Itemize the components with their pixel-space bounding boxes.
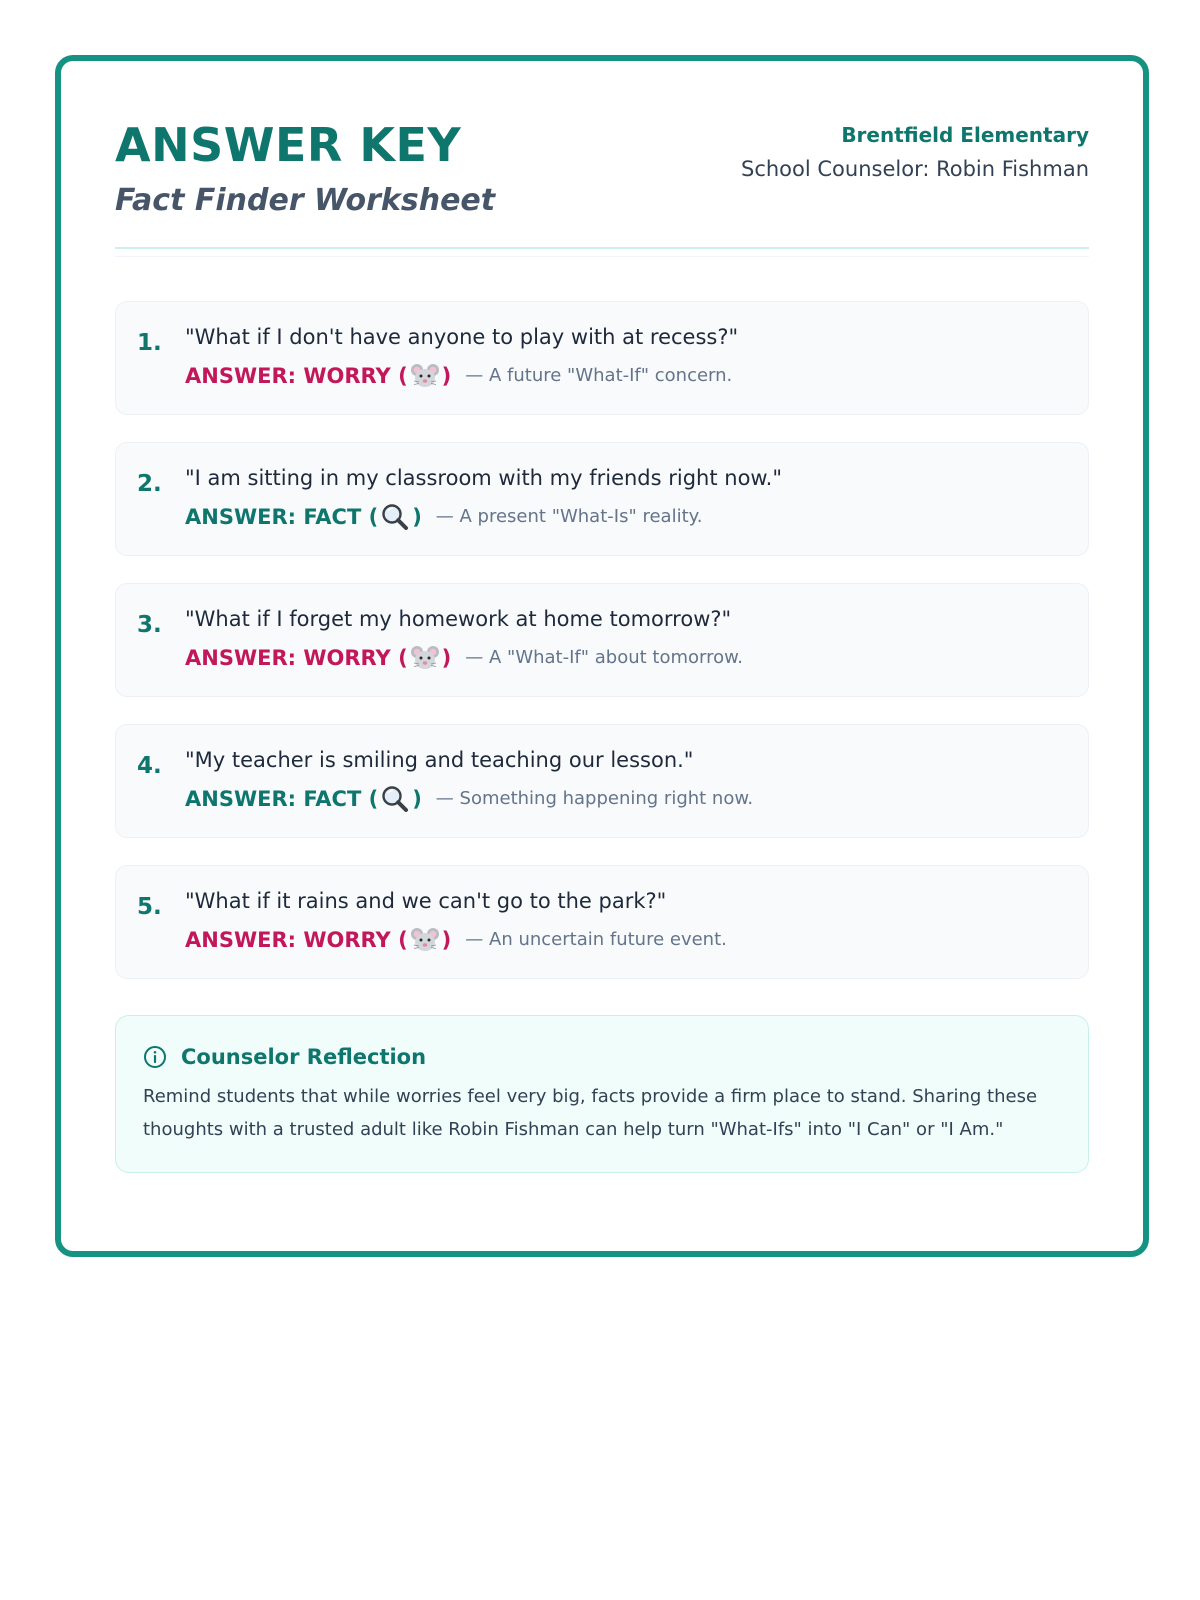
answer-prefix: ANSWER: WORRY ( xyxy=(185,928,408,952)
answer-label xyxy=(185,643,451,673)
school-name: Brentfield Elementary xyxy=(841,123,1089,147)
answer-prefix: ANSWER: FACT ( xyxy=(185,787,379,811)
answer-prefix: ANSWER: FACT ( xyxy=(185,505,379,529)
question-number: 5. xyxy=(137,894,162,920)
magnifying-glass-icon xyxy=(380,784,410,814)
header-divider xyxy=(115,247,1089,249)
question-text: "What if it rains and we can't go to the park?" xyxy=(185,889,667,913)
answer-row xyxy=(185,924,727,956)
answer-suffix: ) xyxy=(412,787,422,811)
question-number: 1. xyxy=(137,330,162,356)
answer-note: — A "What-If" about tomorrow. xyxy=(465,647,743,668)
answer-prefix: ANSWER: WORRY ( xyxy=(185,364,408,388)
answer-suffix: ) xyxy=(441,928,452,952)
answer-row xyxy=(185,360,732,392)
page-subtitle: Fact Finder Worksheet xyxy=(115,183,496,218)
answer-prefix: ANSWER: WORRY ( xyxy=(185,646,408,670)
question-item-3 xyxy=(115,583,1089,697)
counselor-reflection-box xyxy=(115,1015,1089,1173)
mouse-face-icon xyxy=(410,361,440,391)
question-number: 3. xyxy=(137,612,162,638)
reflection-title: Counselor Reflection xyxy=(181,1045,427,1069)
header-divider-shadow xyxy=(115,256,1089,257)
question-text: "What if I don't have anyone to play with at recess?" xyxy=(185,325,739,349)
answer-label xyxy=(185,925,451,955)
question-text: "What if I forget my homework at home tomorrow?" xyxy=(185,607,732,631)
question-list xyxy=(115,301,1089,1006)
question-number: 2. xyxy=(137,471,162,497)
answer-note: — A present "What-Is" reality. xyxy=(435,506,703,527)
magnifying-glass-icon xyxy=(380,502,410,532)
reflection-header xyxy=(143,1042,426,1072)
answer-note: — An uncertain future event. xyxy=(465,929,727,950)
answer-label xyxy=(185,784,422,814)
answer-suffix: ) xyxy=(412,505,422,529)
question-item-2 xyxy=(115,442,1089,556)
answer-label xyxy=(185,361,451,391)
answer-label xyxy=(185,502,422,532)
question-item-4 xyxy=(115,724,1089,838)
mouse-face-icon xyxy=(410,643,440,673)
reflection-body: Remind students that while worries feel very big, facts provide a firm place to stand. Sharing these thoughts with a trusted adult like Robin Fishman can help turn "What-Ifs" into "I Can" or "I Am." xyxy=(143,1086,1038,1140)
worksheet-header xyxy=(115,111,1089,241)
question-text: "I am sitting in my classroom with my friends right now." xyxy=(185,466,783,490)
counselor-name: School Counselor: Robin Fishman xyxy=(741,157,1089,181)
answer-suffix: ) xyxy=(441,646,452,670)
answer-row xyxy=(185,783,753,815)
question-text: "My teacher is smiling and teaching our lesson." xyxy=(185,748,694,772)
answer-row xyxy=(185,642,743,674)
mouse-face-icon xyxy=(410,925,440,955)
question-item-5 xyxy=(115,865,1089,979)
info-icon xyxy=(143,1045,167,1069)
answer-note: — A future "What-If" concern. xyxy=(465,365,733,386)
answer-key-card xyxy=(55,55,1149,1257)
question-item-1 xyxy=(115,301,1089,415)
answer-note: — Something happening right now. xyxy=(435,788,754,809)
page-title: ANSWER KEY xyxy=(115,118,462,172)
answer-row xyxy=(185,501,702,533)
question-number: 4. xyxy=(137,753,162,779)
answer-suffix: ) xyxy=(441,364,452,388)
